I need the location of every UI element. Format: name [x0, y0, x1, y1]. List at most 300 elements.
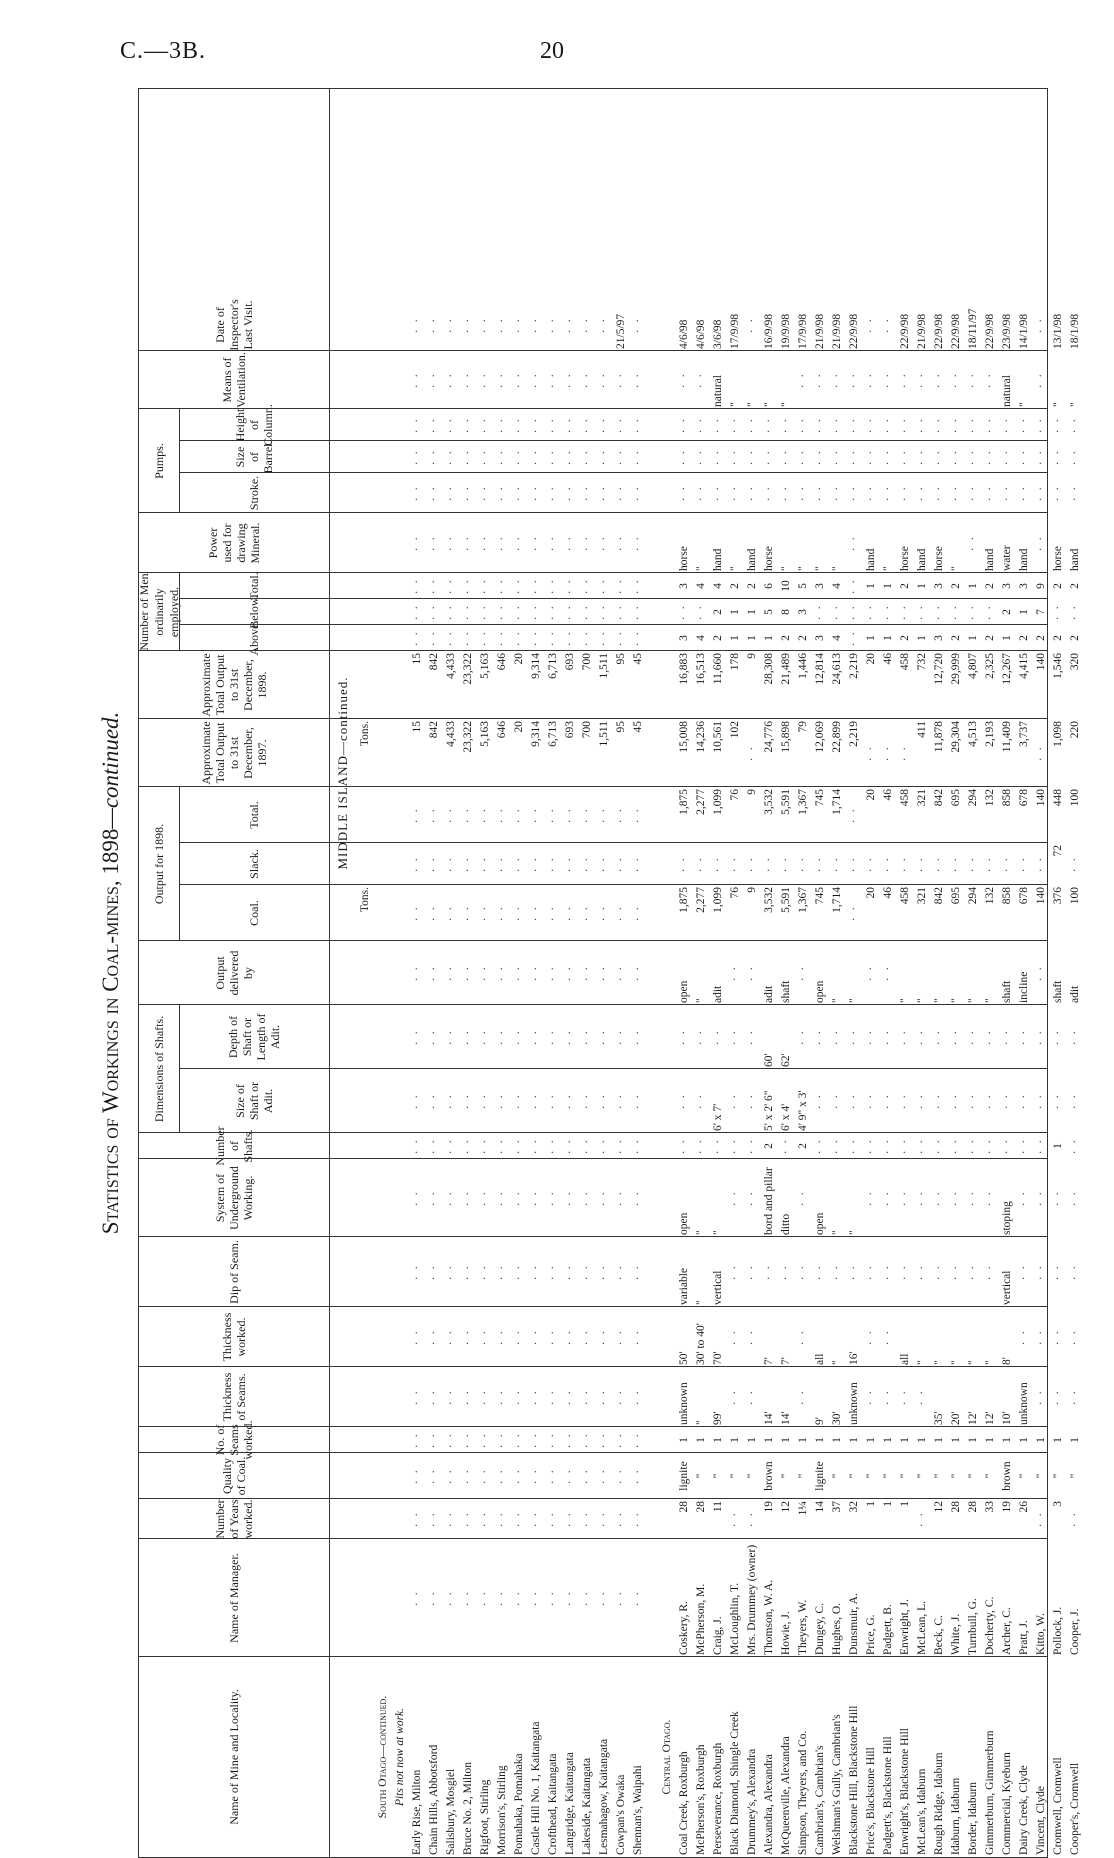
cell-stroke: · ·	[615, 484, 627, 502]
cell-name: Simpson, Theyers, and Co.	[797, 1730, 809, 1855]
cell-manager: · ·	[445, 1589, 457, 1607]
cell-stroke: · ·	[547, 484, 559, 502]
cell-quality: "	[916, 1473, 928, 1479]
cell-above: 1	[1001, 635, 1013, 641]
cell-slack: · ·	[428, 855, 440, 873]
cell-system: · ·	[967, 1189, 979, 1207]
group-header-pumps: Pumps.	[151, 443, 166, 479]
cell-coal: 132	[984, 887, 996, 905]
cell-above: 1	[746, 635, 758, 641]
cell-power: "	[695, 566, 707, 571]
cell-visit: 21/9/98	[916, 313, 928, 349]
cell-quality: · ·	[513, 1467, 525, 1485]
cell-total: · ·	[479, 806, 491, 824]
cell-out1897: 15,898	[780, 721, 792, 753]
cell-men-total: 2	[746, 583, 758, 589]
cell-years: 3	[1052, 1501, 1064, 1507]
cell-manager: McLoughlin, T.	[729, 1582, 741, 1655]
cell-size-shaft: · ·	[564, 1092, 576, 1110]
cell-barrel: · ·	[615, 448, 627, 466]
header-shafts: Number of Shafts.	[213, 1126, 255, 1166]
cell-system: · ·	[615, 1189, 627, 1207]
cell-slack: · ·	[1001, 855, 1013, 873]
cell-seams: 1	[848, 1437, 860, 1443]
cell-total: · ·	[547, 806, 559, 824]
cell-barrel: · ·	[763, 448, 775, 466]
cell-out1898: 140	[1035, 653, 1047, 671]
cell-barrel: · ·	[695, 448, 707, 466]
cell-dip: · ·	[462, 1263, 474, 1281]
group-header-dimensions: Dimensions of Shafts.	[151, 1015, 166, 1123]
cell-out1898: 2,325	[984, 653, 996, 679]
cell-name: Morrison's, Stirling	[496, 1765, 508, 1855]
cell-barrel: · ·	[1018, 448, 1030, 466]
cell-out1898: 20	[865, 653, 877, 665]
cell-above: · ·	[513, 629, 525, 647]
cell-years: · ·	[1069, 1510, 1081, 1528]
cell-above: 2	[1035, 635, 1047, 641]
cell-depth-shaft: · ·	[1018, 1028, 1030, 1046]
cell-thick-seams: · ·	[797, 1388, 809, 1406]
cell-coal: · ·	[445, 904, 457, 922]
header-column: Height of Column.	[233, 404, 275, 446]
cell-men-total: · ·	[547, 577, 559, 595]
cell-stroke: · ·	[1018, 484, 1030, 502]
table-row	[528, 89, 545, 1857]
cell-visit: · ·	[530, 316, 542, 334]
cell-coal: 376	[1052, 887, 1064, 905]
cell-dip: · ·	[445, 1263, 457, 1281]
cell-power: hand	[746, 548, 758, 571]
cell-system: · ·	[564, 1189, 576, 1207]
cell-ventilation: · ·	[547, 371, 559, 389]
cell-dip: · ·	[967, 1263, 979, 1281]
cell-depth-shaft: · ·	[1035, 1028, 1047, 1046]
cell-thick-worked: 30' to 40'	[695, 1323, 707, 1365]
header-below: Below.	[247, 595, 261, 629]
cell-shafts: · ·	[933, 1137, 945, 1155]
cell-manager: McPherson, M.	[695, 1583, 707, 1655]
cell-ventilation: · ·	[967, 371, 979, 389]
cell-out1897: 220	[1069, 721, 1081, 739]
cell-depth-shaft: · ·	[632, 1028, 644, 1046]
table-row	[579, 89, 596, 1857]
cell-column: · ·	[729, 416, 741, 434]
cell-below: · ·	[848, 603, 860, 621]
cell-seams: 1	[831, 1437, 843, 1443]
cell-thick-seams: · ·	[598, 1388, 610, 1406]
cell-slack: · ·	[746, 855, 758, 873]
cell-total: · ·	[530, 806, 542, 824]
cell-coal: 1,099	[712, 887, 724, 913]
cell-column: · ·	[513, 416, 525, 434]
cell-coal: · ·	[530, 904, 542, 922]
cell-seams: 1	[695, 1437, 707, 1443]
cell-system: · ·	[1035, 1189, 1047, 1207]
cell-power: horse	[678, 546, 690, 571]
cell-quality: "	[1069, 1473, 1081, 1479]
cell-depth-shaft: · ·	[831, 1028, 843, 1046]
cell-shafts: · ·	[695, 1137, 707, 1155]
cell-shafts: · ·	[564, 1137, 576, 1155]
cell-thick-seams: unknown	[678, 1382, 690, 1425]
cell-size-shaft: · ·	[984, 1092, 996, 1110]
cell-power: · ·	[411, 534, 423, 552]
cell-stroke: · ·	[865, 484, 877, 502]
cell-thick-seams: · ·	[1035, 1388, 1047, 1406]
cell-out1897: 4,433	[445, 721, 457, 747]
cell-stroke: · ·	[428, 484, 440, 502]
cell-out1898: 6,713	[547, 653, 559, 679]
cell-out1898: 15	[411, 653, 423, 665]
cell-seams: 1	[1052, 1437, 1064, 1443]
cell-system: "	[831, 1230, 843, 1235]
cell-column: · ·	[950, 416, 962, 434]
cell-total: 1,714	[831, 789, 843, 815]
cell-column: · ·	[814, 416, 826, 434]
cell-total: 458	[899, 789, 911, 807]
cell-column: · ·	[797, 416, 809, 434]
cell-total: 294	[967, 789, 979, 807]
cell-depth-shaft: · ·	[695, 1028, 707, 1046]
cell-manager: Dungey, C.	[814, 1603, 826, 1655]
cell-below: · ·	[916, 603, 928, 621]
cell-manager: Dunsmuir, A.	[848, 1593, 860, 1655]
cell-slack: · ·	[950, 855, 962, 873]
cell-column: · ·	[564, 416, 576, 434]
cell-total: 1,875	[678, 789, 690, 815]
cell-name: McLean's, Idaburn	[916, 1768, 928, 1855]
cell-out1898: 21,489	[780, 653, 792, 685]
cell-name: Dairy Creek, Clyde	[1018, 1765, 1030, 1855]
cell-years: 28	[678, 1501, 690, 1513]
header-slack: Slack.	[247, 849, 261, 879]
cell-coal: 1,875	[678, 887, 690, 913]
cell-years: 1¼	[797, 1501, 809, 1516]
cell-delivered: open	[678, 980, 690, 1003]
cell-men-total: 1	[865, 583, 877, 589]
cell-above: 2	[1018, 635, 1030, 641]
cell-shafts: · ·	[831, 1137, 843, 1155]
cell-quality: "	[950, 1473, 962, 1479]
cell-stroke: · ·	[984, 484, 996, 502]
cell-dip: · ·	[831, 1263, 843, 1281]
cell-system: · ·	[513, 1189, 525, 1207]
cell-name: Rigfoot, Stirling	[479, 1779, 491, 1855]
cell-ventilation: "	[1052, 402, 1064, 407]
cell-power: · ·	[479, 534, 491, 552]
cell-stroke: · ·	[848, 484, 860, 502]
cell-manager: · ·	[615, 1589, 627, 1607]
cell-stroke: · ·	[479, 484, 491, 502]
cell-shafts: · ·	[984, 1137, 996, 1155]
cell-above: · ·	[615, 629, 627, 647]
cell-system: open	[678, 1212, 690, 1235]
cell-depth-shaft: · ·	[547, 1028, 559, 1046]
cell-ventilation: · ·	[615, 371, 627, 389]
cell-size-shaft: · ·	[695, 1092, 707, 1110]
cell-stroke: · ·	[678, 484, 690, 502]
cell-thick-seams: · ·	[411, 1388, 423, 1406]
table-row	[494, 89, 511, 1857]
cell-thick-seams: · ·	[462, 1388, 474, 1406]
cell-column: · ·	[1052, 416, 1064, 434]
cell-name: Rough Ridge, Idaburn	[933, 1752, 945, 1855]
cell-stroke: · ·	[1069, 484, 1081, 502]
cell-ventilation: · ·	[797, 371, 809, 389]
cell-total: 1,367	[797, 789, 809, 815]
cell-men-total: 5	[797, 583, 809, 589]
cell-years: · ·	[729, 1510, 741, 1528]
cell-delivered: · ·	[530, 964, 542, 982]
header-out1897: Approximate Total Output to 31st December, 1897.	[199, 721, 269, 785]
cell-thick-worked: · ·	[496, 1328, 508, 1346]
table-row	[914, 89, 931, 1857]
cell-barrel: · ·	[462, 448, 474, 466]
cell-coal: 5,591	[780, 887, 792, 913]
cell-shafts: · ·	[530, 1137, 542, 1155]
cell-power: · ·	[632, 534, 644, 552]
cell-men-total: 1	[967, 583, 979, 589]
table-title-suffix: —continued.	[98, 711, 123, 829]
table-body	[329, 89, 1081, 1857]
cell-stroke: · ·	[513, 484, 525, 502]
cell-slack: · ·	[967, 855, 979, 873]
cell-column: · ·	[678, 416, 690, 434]
cell-stroke: · ·	[763, 484, 775, 502]
cell-below: · ·	[882, 603, 894, 621]
cell-size-shaft: 4' 9" x 3'	[797, 1090, 809, 1131]
cell-column: · ·	[479, 416, 491, 434]
cell-system: · ·	[865, 1189, 877, 1207]
cell-delivered: "	[916, 998, 928, 1003]
cell-visit: 17/9/98	[729, 313, 741, 349]
cell-name: Crofthead, Kaitangata	[547, 1753, 559, 1855]
cell-total: · ·	[496, 806, 508, 824]
cell-depth-shaft: · ·	[428, 1028, 440, 1046]
cell-thick-seams: · ·	[496, 1388, 508, 1406]
cell-years: · ·	[547, 1510, 559, 1528]
table-row	[562, 89, 579, 1857]
rotated-table-page	[98, 88, 1081, 1858]
cell-column: · ·	[1018, 416, 1030, 434]
cell-quality: "	[729, 1473, 741, 1479]
cell-thick-worked: · ·	[1052, 1328, 1064, 1346]
cell-slack: · ·	[547, 855, 559, 873]
cell-size-shaft: · ·	[746, 1092, 758, 1110]
cell-ventilation: "	[1069, 402, 1081, 407]
cell-thick-worked: · ·	[547, 1328, 559, 1346]
cell-manager: Theyers, W.	[797, 1599, 809, 1655]
cell-name: Welshman's Gully, Cambrian's	[831, 1714, 843, 1855]
cell-ventilation: · ·	[984, 371, 996, 389]
cell-stroke: · ·	[581, 484, 593, 502]
cell-ventilation: · ·	[496, 371, 508, 389]
cell-out1898: 5,163	[479, 653, 491, 679]
cell-men-total: · ·	[462, 577, 474, 595]
cell-seams: 1	[916, 1437, 928, 1443]
cell-system: · ·	[933, 1189, 945, 1207]
cell-manager: Mrs. Drummey (owner)	[746, 1544, 758, 1655]
cell-ventilation: · ·	[933, 371, 945, 389]
cell-slack: · ·	[1018, 855, 1030, 873]
cell-dip: · ·	[479, 1263, 491, 1281]
cell-size-shaft: · ·	[814, 1092, 826, 1110]
cell-slack: · ·	[780, 855, 792, 873]
table-row	[477, 89, 494, 1857]
cell-system: · ·	[950, 1189, 962, 1207]
cell-shafts: · ·	[1035, 1137, 1047, 1155]
cell-thick-worked: "	[916, 1360, 928, 1365]
cell-depth-shaft: · ·	[615, 1028, 627, 1046]
cell-delivered: "	[967, 998, 979, 1003]
cell-delivered: "	[695, 998, 707, 1003]
cell-men-total: 2	[899, 583, 911, 589]
cell-total: · ·	[564, 806, 576, 824]
cell-total: 5,591	[780, 789, 792, 815]
cell-size-shaft: · ·	[916, 1092, 928, 1110]
cell-out1898: 732	[916, 653, 928, 671]
cell-dip: variable	[678, 1267, 690, 1305]
cell-system: · ·	[411, 1189, 423, 1207]
cell-dip: · ·	[530, 1263, 542, 1281]
cell-manager: Archer, C.	[1001, 1607, 1013, 1655]
cell-thick-seams: unknown	[848, 1382, 860, 1425]
table-row	[710, 89, 727, 1857]
cell-visit: · ·	[1035, 316, 1047, 334]
cell-years: 28	[695, 1501, 707, 1513]
cell-size-shaft: · ·	[831, 1092, 843, 1110]
cell-dip: · ·	[598, 1263, 610, 1281]
cell-ventilation: · ·	[428, 371, 440, 389]
cell-manager: · ·	[513, 1589, 525, 1607]
cell-depth-shaft: · ·	[496, 1028, 508, 1046]
cell-dip: · ·	[916, 1263, 928, 1281]
header-delivered: Output delivered by	[213, 950, 255, 996]
cell-coal: · ·	[547, 904, 559, 922]
cell-barrel: · ·	[479, 448, 491, 466]
cell-quality: "	[1035, 1473, 1047, 1479]
cell-manager: · ·	[530, 1589, 542, 1607]
cell-out1897: 12,069	[814, 721, 826, 753]
cell-men-total: 2	[1069, 583, 1081, 589]
cell-dip: · ·	[1035, 1263, 1047, 1281]
cell-system: · ·	[729, 1189, 741, 1207]
cell-column: · ·	[933, 416, 945, 434]
header-manager: Name of Manager.	[227, 1553, 241, 1643]
cell-thick-worked: all	[899, 1353, 911, 1365]
cell-thick-seams: · ·	[445, 1388, 457, 1406]
cell-power: "	[729, 566, 741, 571]
cell-barrel: · ·	[1052, 448, 1064, 466]
cell-delivered: · ·	[615, 964, 627, 982]
cell-dip: vertical	[1001, 1270, 1013, 1305]
cell-out1898: 4,415	[1018, 653, 1030, 679]
cell-quality: "	[848, 1473, 860, 1479]
group-rule	[179, 409, 180, 513]
cell-coal: 1,367	[797, 887, 809, 913]
cell-out1897: 9,314	[530, 721, 542, 747]
cell-quality: · ·	[598, 1467, 610, 1485]
cell-stroke: · ·	[632, 484, 644, 502]
cell-thick-worked: 8'	[1001, 1357, 1013, 1365]
cell-out1898: 95	[615, 653, 627, 665]
cell-quality: · ·	[411, 1467, 423, 1485]
cell-above: 2	[712, 635, 724, 641]
cell-years: · ·	[445, 1510, 457, 1528]
cell-stroke: · ·	[598, 484, 610, 502]
cell-below: · ·	[564, 603, 576, 621]
cell-delivered: adit	[1069, 985, 1081, 1003]
cell-size-shaft: 6' x 4'	[780, 1103, 792, 1131]
cell-system: · ·	[899, 1189, 911, 1207]
cell-stroke: · ·	[882, 484, 894, 502]
cell-below: · ·	[1052, 603, 1064, 621]
cell-name: Blackstone Hill, Blackstone Hill	[848, 1705, 860, 1855]
cell-total: 9	[746, 789, 758, 795]
cell-depth-shaft: · ·	[411, 1028, 423, 1046]
cell-depth-shaft: · ·	[678, 1028, 690, 1046]
cell-men-total: 2	[1052, 583, 1064, 589]
cell-name: Cromwell, Cromwell	[1052, 1757, 1064, 1855]
cell-name: Castle Hill No. 1, Kaitangata	[530, 1721, 542, 1855]
cell-slack: · ·	[831, 855, 843, 873]
cell-slack: · ·	[865, 855, 877, 873]
cell-stroke: · ·	[899, 484, 911, 502]
table-row	[596, 89, 613, 1857]
cell-seams: 1	[678, 1437, 690, 1443]
cell-total: · ·	[462, 806, 474, 824]
cell-out1897: 2,193	[984, 721, 996, 747]
cell-slack: · ·	[814, 855, 826, 873]
header-total: Total.	[247, 801, 261, 829]
cell-power: · ·	[581, 534, 593, 552]
table-row	[999, 89, 1016, 1857]
table-row	[676, 89, 693, 1857]
cell-depth-shaft: · ·	[950, 1028, 962, 1046]
cell-out1898: 46	[882, 653, 894, 665]
cell-name: Cooper's, Cromwell	[1069, 1762, 1081, 1855]
cell-quality: "	[780, 1473, 792, 1479]
cell-quality: brown	[763, 1461, 775, 1491]
cell-column: · ·	[695, 416, 707, 434]
cell-men-total: 3	[1018, 583, 1030, 589]
cell-power: hand	[916, 548, 928, 571]
cell-dip: · ·	[763, 1263, 775, 1281]
cell-seams: 1	[882, 1437, 894, 1443]
cell-years: 32	[848, 1501, 860, 1513]
table-row	[778, 89, 795, 1857]
cell-shafts: 2	[763, 1143, 775, 1149]
cell-delivered: · ·	[564, 964, 576, 982]
table-row	[1067, 89, 1084, 1857]
cell-out1898: 11,660	[712, 653, 724, 685]
cell-depth-shaft: · ·	[1069, 1028, 1081, 1046]
cell-delivered: adit	[712, 985, 724, 1003]
cell-below: · ·	[984, 603, 996, 621]
cell-above: · ·	[428, 629, 440, 647]
cell-out1897: 95	[615, 721, 627, 733]
cell-name: Cambrian's, Cambrian's	[814, 1745, 826, 1855]
cell-delivered: · ·	[882, 964, 894, 982]
cell-size-shaft: · ·	[513, 1092, 525, 1110]
cell-visit: 4/6/98	[695, 319, 707, 349]
cell-ventilation: · ·	[814, 371, 826, 389]
cell-thick-worked: · ·	[632, 1328, 644, 1346]
cell-size-shaft: · ·	[933, 1092, 945, 1110]
cell-slack: · ·	[530, 855, 542, 873]
cell-dip: · ·	[780, 1263, 792, 1281]
